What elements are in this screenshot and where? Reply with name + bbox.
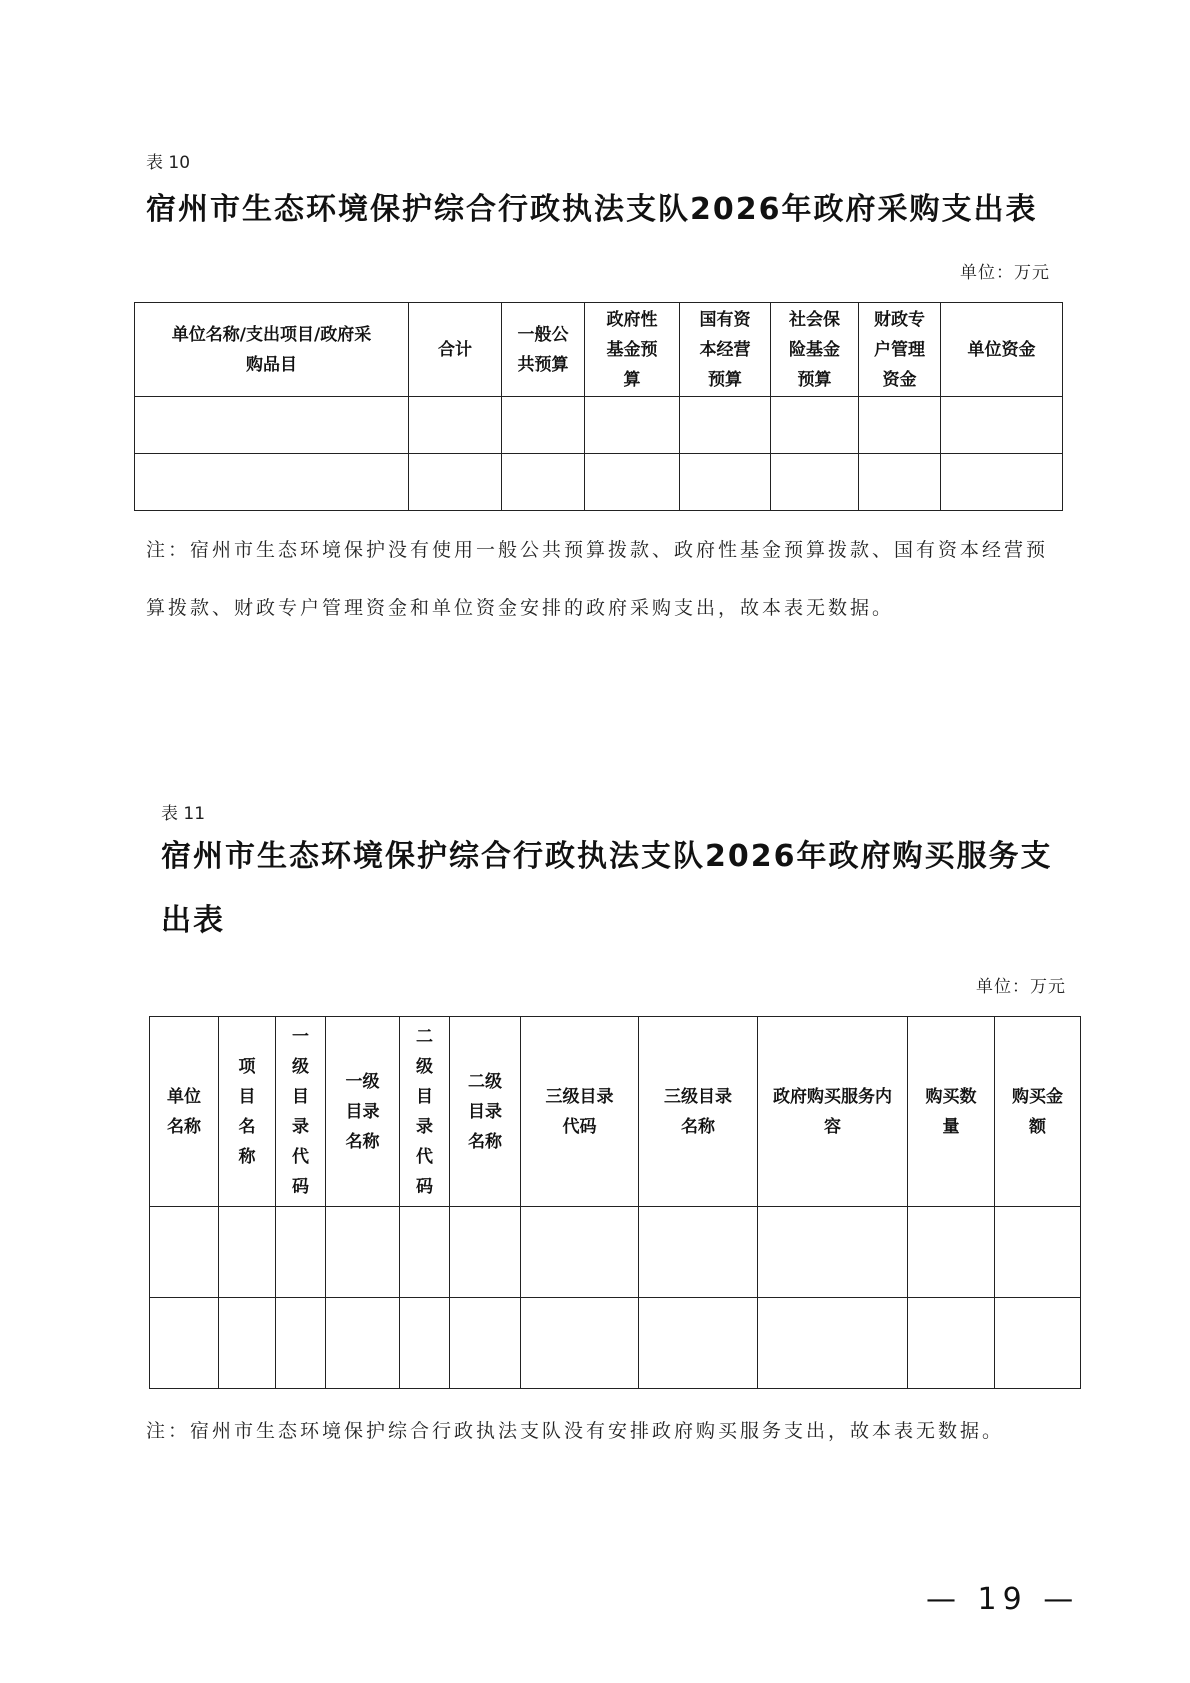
table-row — [150, 1298, 1081, 1389]
table11-header-service-content: 政府购买服务内容 — [758, 1017, 908, 1207]
table10-header-social-insurance: 社会保险基金预算 — [771, 303, 859, 397]
table11-header-unit-name: 单位名称 — [150, 1017, 219, 1207]
table10-grid — [134, 302, 1063, 511]
page-number: — 19 — — [926, 1582, 1080, 1617]
table10-unit: 单位：万元 — [960, 263, 1050, 283]
table11-header-l3-code: 三级目录代码 — [521, 1017, 639, 1207]
table11-note: 注：宿州市生态环境保护综合行政执法支队没有安排政府购买服务支出，故本表无数据。 — [146, 1420, 1005, 1442]
table11-grid — [149, 1016, 1081, 1389]
table10-header-unit-funds: 单位资金 — [941, 303, 1063, 397]
table11-header-l3-name: 三级目录名称 — [639, 1017, 758, 1207]
table10-header-general-budget: 一般公共预算 — [502, 303, 585, 397]
table10-title: 宿州市生态环境保护综合行政执法支队2026年政府采购支出表 — [146, 192, 1038, 227]
table10-header-total: 合计 — [409, 303, 502, 397]
table10-label: 表 10 — [146, 153, 191, 173]
table10-header-state-capital: 国有资本经营预算 — [680, 303, 771, 397]
table-row — [150, 1207, 1081, 1298]
table11-header-l2-name: 二级目录名称 — [450, 1017, 521, 1207]
table11-header-project-name: 项目名称 — [219, 1017, 276, 1207]
table-row — [135, 454, 1063, 511]
table11-title: 宿州市生态环境保护综合行政执法支队2026年政府购买服务支出表 — [161, 839, 1053, 938]
table11-header-quantity: 购买数量 — [908, 1017, 995, 1207]
table11-header-l2-code: 二级目录代码 — [400, 1017, 450, 1207]
table11-label: 表 11 — [161, 804, 206, 824]
table10-header-unit-name: 单位名称/支出项目/政府采购品目 — [135, 303, 409, 397]
table10-note: 注：宿州市生态环境保护没有使用一般公共预算拨款、政府性基金预算拨款、国有资本经营预算拨款、财政专户管理资金和单位资金安排的政府采购支出，故本表无数据。 — [146, 539, 1049, 619]
table10-header-gov-fund: 政府性基金预算 — [585, 303, 680, 397]
table11-unit: 单位：万元 — [976, 977, 1066, 997]
table11-header-l1-code: 一级目录代码 — [276, 1017, 326, 1207]
table-row — [135, 397, 1063, 454]
table11-header-amount: 购买金额 — [995, 1017, 1081, 1207]
table11-header-l1-name: 一级目录名称 — [326, 1017, 400, 1207]
table10-header-special-account: 财政专户管理资金 — [859, 303, 941, 397]
